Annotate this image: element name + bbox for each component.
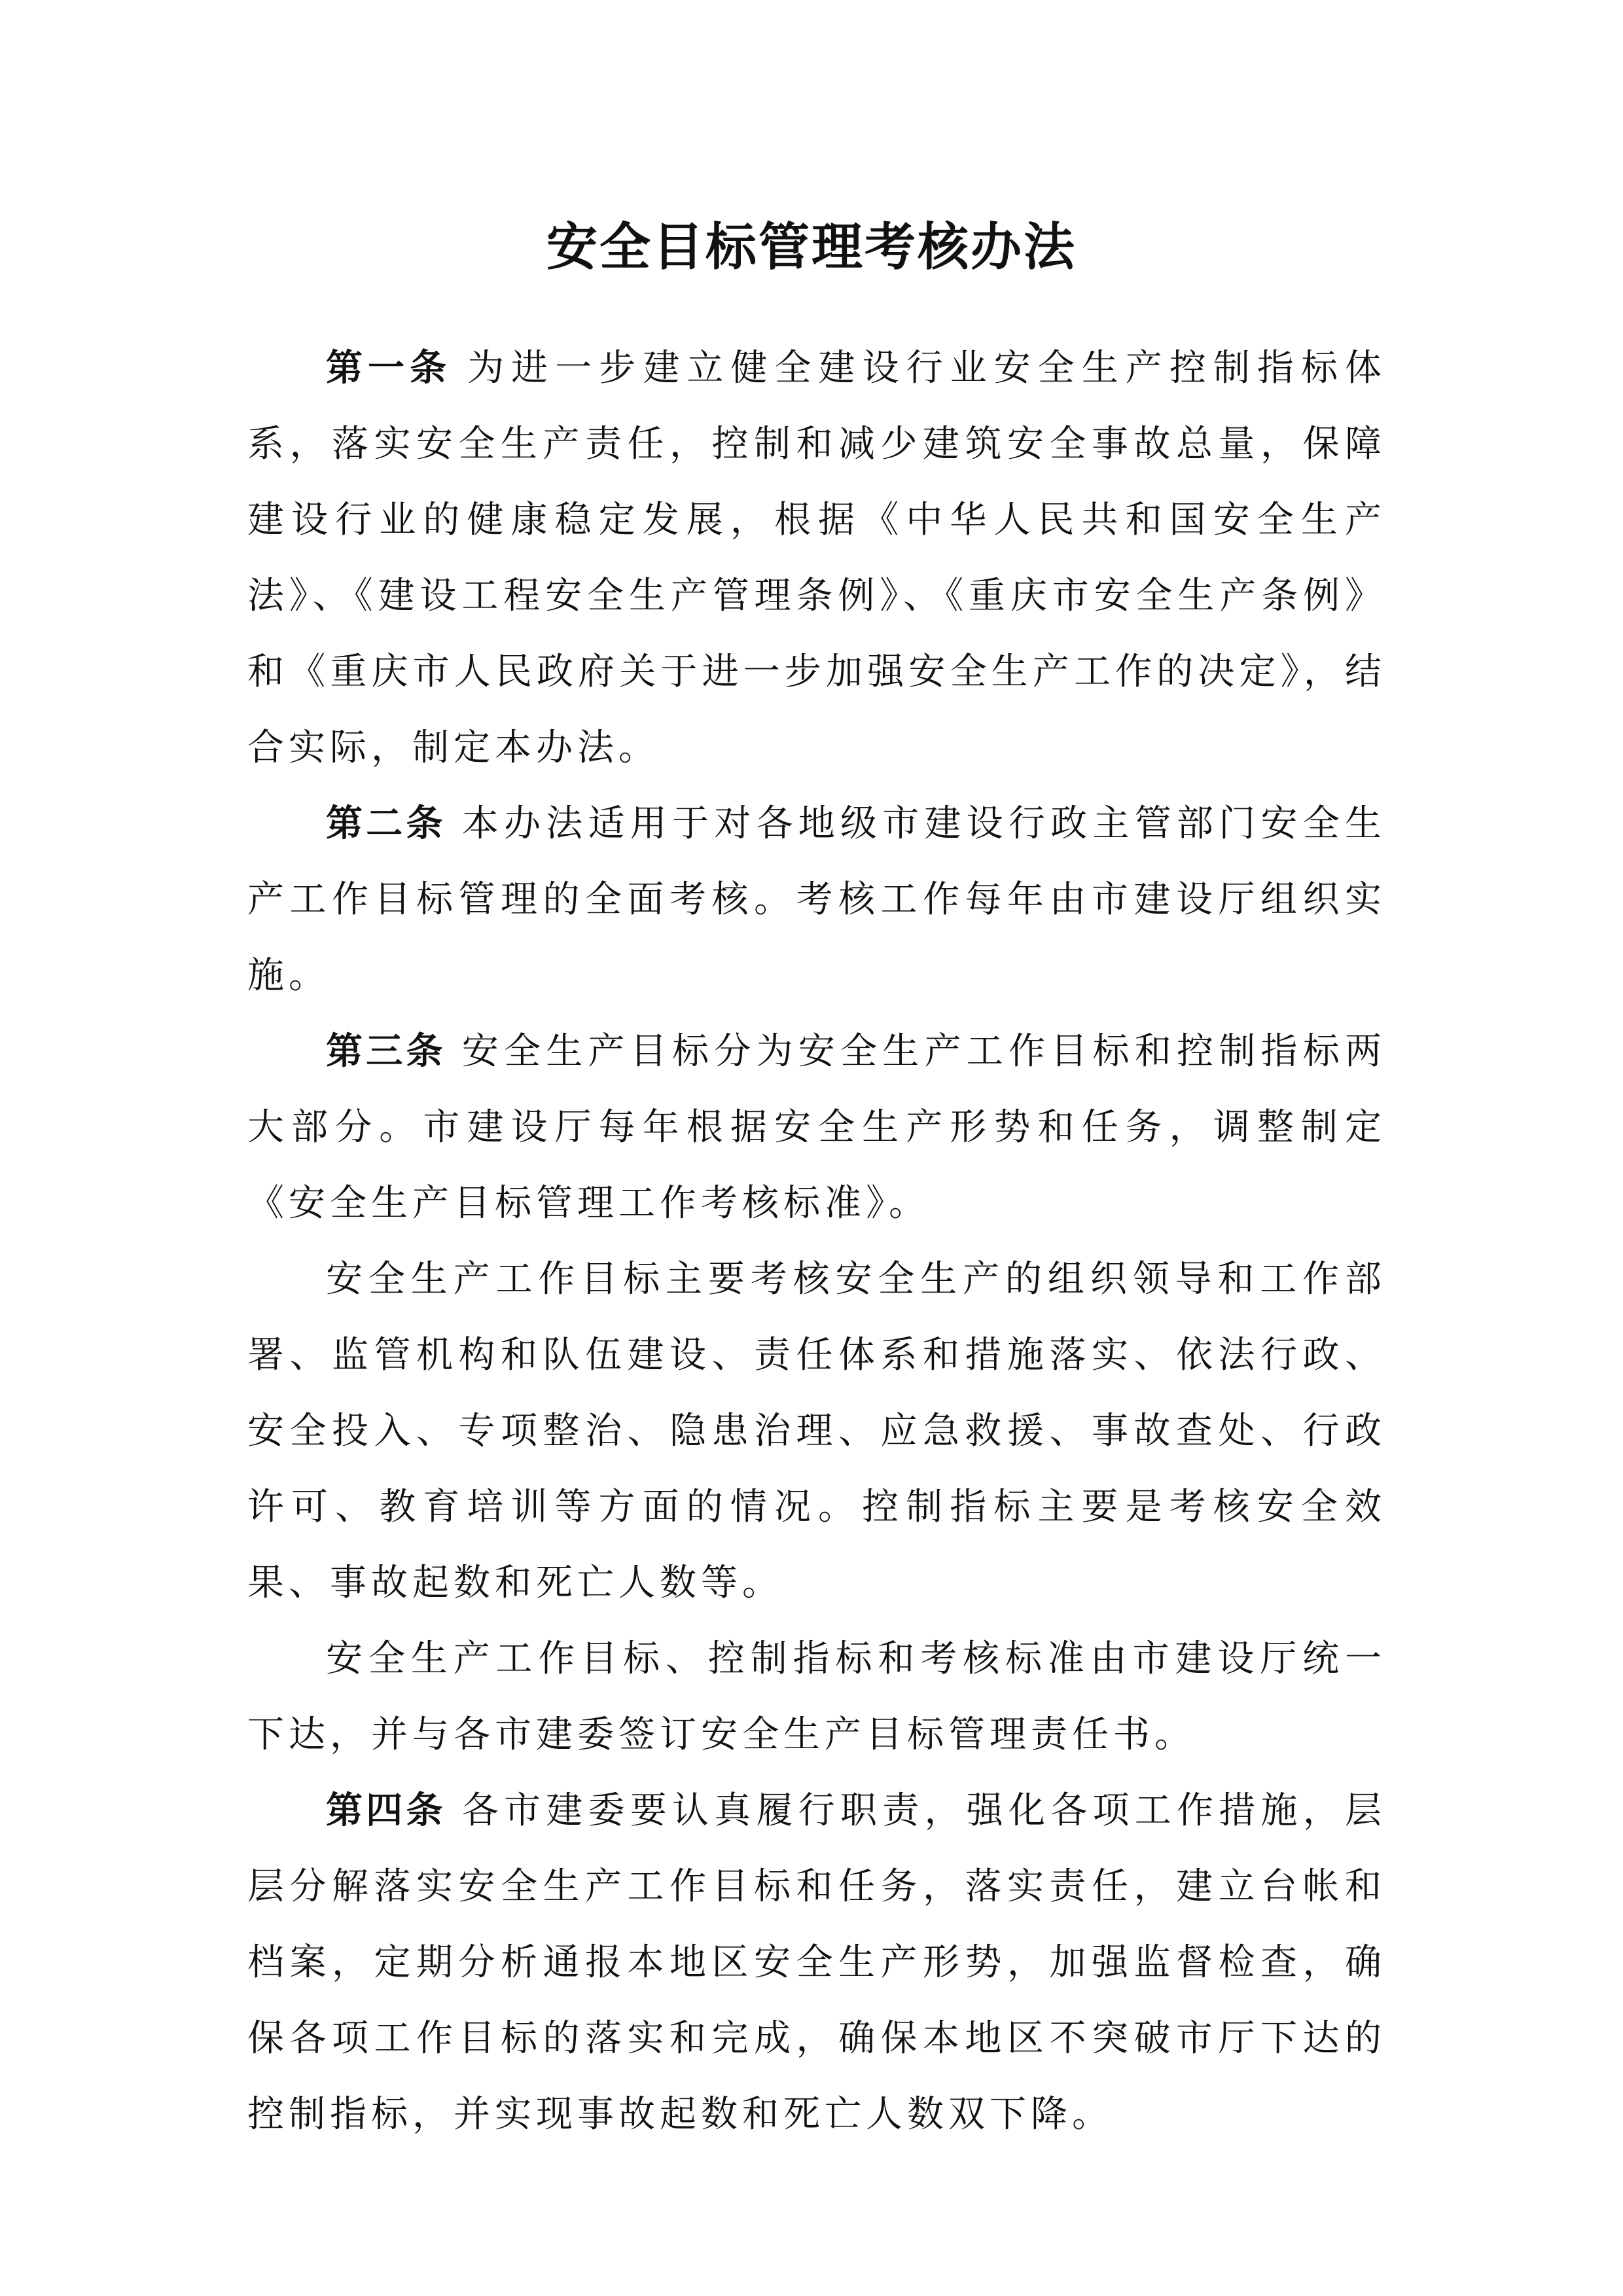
document-title: 安全目标管理考核办法 [546, 218, 1077, 277]
article-1-paragraph [247, 331, 1386, 786]
responsibility-paragraph [247, 1621, 1386, 1773]
article-2-paragraph [247, 786, 1386, 1014]
work-targets-text: 安全生产工作目标主要考核安全生产的组织领导和工作部署、监管机构和队伍建设、责任体系和措施落实、依法行政、安全投入、专项整治、隐患治理、应急救援、事故查处、行政许可、教育培训等方面的情况。控制指标主要是考核安全效果、事故起数和死亡人数等。 [247, 1258, 1386, 1604]
work-targets-paragraph [247, 1242, 1386, 1621]
article-1-text: 为进一步建立健全建设行业安全生产控制指标体系，落实安全生产责任，控制和减少建筑安全事故总量，保障建设行业的健康稳定发展，根据《中华人民共和国安全生产法》、《建设工程安全生产管理条例》、《重庆市安全生产条例》和《重庆市人民政府关于进一步加强安全生产工作的决定》，结合实际，制定本办法。 [247, 347, 1387, 769]
article-3-heading: 第三条 [326, 1030, 446, 1073]
article-2-text: 本办法适用于对各地级市建设行政主管部门安全生产工作目标管理的全面考核。考核工作每年由市建设厅组织实施。 [247, 802, 1386, 997]
responsibility-text: 安全生产工作目标、控制指标和考核标准由市建设厅统一下达，并与各市建委签订安全生产目标管理责任书。 [247, 1638, 1386, 1756]
article-3-paragraph [247, 1014, 1386, 1242]
article-3-text: 安全生产目标分为安全生产工作目标和控制指标两大部分。市建设厅每年根据安全生产形势和任务，调整制定《安全生产目标管理工作考核标准》。 [247, 1030, 1386, 1225]
article-2-heading: 第二条 [326, 802, 446, 845]
article-4-text: 各市建委要认真履行职责，强化各项工作措施，层层分解落实安全生产工作目标和任务，落实责任，建立台帐和档案，定期分析通报本地区安全生产形势，加强监督检查，确保各项工作目标的落实和完成，确保本地区不突破市厅下达的控制指标，并实现事故起数和死亡人数双下降。 [247, 1789, 1386, 2136]
article-4-paragraph [247, 1773, 1386, 2153]
article-1-heading: 第一条 [326, 347, 452, 389]
document-body [247, 331, 1386, 2153]
article-4-heading: 第四条 [326, 1789, 446, 1832]
